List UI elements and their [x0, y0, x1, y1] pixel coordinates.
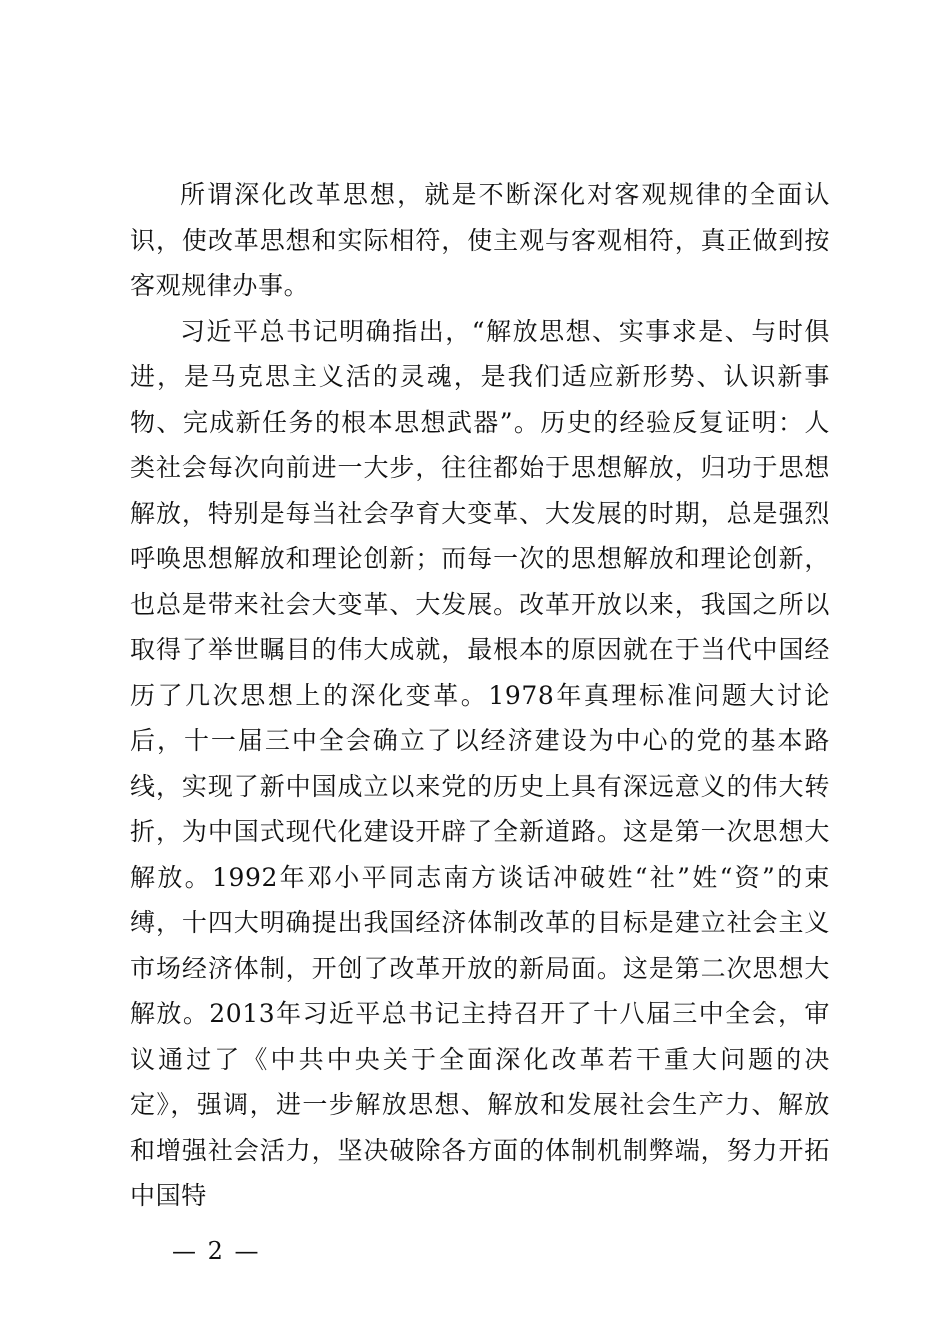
paragraph-2: 习近平总书记明确指出，“解放思想、实事求是、与时俱进，是马克思主义活的灵魂，是我们适应新形势、认识新事物、完成新任务的根本思想武器”。历史的经验反复证明：人类社会每次向前进一大步，往往都始于思想解放，归功于思想解放，特别是每当社会孕育大变革、大发展的时期，总是强烈呼唤思想解放和理论创新；而每一次的思想解放和理论创新，也总是带来社会大变革、大发展。改革开放以来，我国之所以取得了举世瞩目的伟大成就，最根本的原因就在于当代中国经历了几次思想上的深化变革。1978年真理标准问题大讨论后，十一届三中全会确立了以经济建设为中心的党的基本路线，实现了新中国成立以来党的历史上具有深远意义的伟大转折，为中国式现代化建设开辟了全新道路。这是第一次思想大解放。1992年邓小平同志南方谈话冲破姓“社”姓“资”的束缚，十四大明确提出我国经济体制改革的目标是建立社会主义市场经济体制，开创了改革开放的新局面。这是第二次思想大解放。2013年习近平总书记主持召开了十八届三中全会，审议通过了《中共中央关于全面深化改革若干重大问题的决定》，强调，进一步解放思想、解放和发展社会生产力、解放和增强社会活力，坚决破除各方面的体制机制弊端，努力开拓中国特 [130, 316, 830, 1210]
page-number: — 2 — [172, 1237, 261, 1265]
paragraph-1: 所谓深化改革思想，就是不断深化对客观规律的全面认识，使改革思想和实际相符，使主观与客观相符，真正做到按客观规律办事。 [130, 180, 830, 300]
body-text [130, 172, 830, 1219]
